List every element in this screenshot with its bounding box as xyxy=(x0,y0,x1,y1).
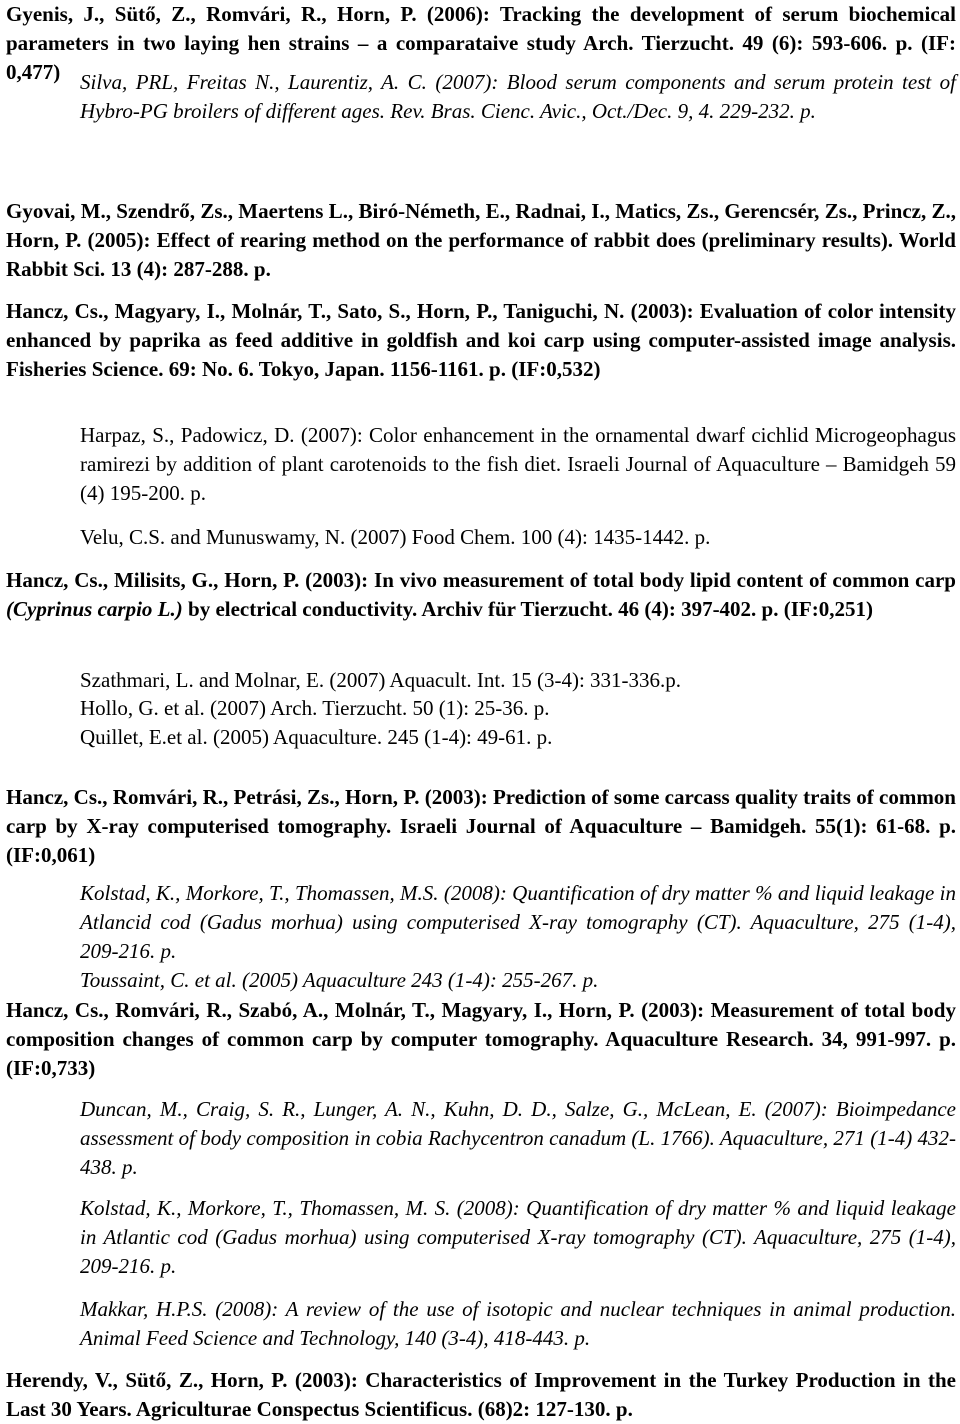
reference-text: Quillet, E.et al. (2005) Aquaculture. 245 (1-4): 49-61. p. xyxy=(80,725,553,749)
reference-text: Szathmari, L. and Molnar, E. (2007) Aquacult. Int. 15 (3-4): 331-336.p. xyxy=(80,668,682,692)
reference-text: Herendy, V., Sütő, Z., Horn, P. (2003): Characteristics of Improvement in the Turkey Production in the Last 30 Years. Agriculturae Conspectus Scientificus. (68)2: 127-130. p. xyxy=(6,1368,956,1421)
cited-by-entry xyxy=(80,68,956,126)
cited-by-entry xyxy=(80,1095,956,1182)
reference-entry xyxy=(6,297,956,384)
cited-by-entry xyxy=(80,694,956,723)
cited-by-entry xyxy=(80,1295,956,1353)
reference-entry xyxy=(6,197,956,284)
cited-by-entry xyxy=(80,879,956,966)
reference-entry xyxy=(6,783,956,870)
cited-by-entry xyxy=(80,523,956,552)
reference-text: Hollo, G. et al. (2007) Arch. Tierzucht. 50 (1): 25-36. p. xyxy=(80,696,550,720)
reference-text: Silva, PRL, Freitas N., Laurentiz, A. C. (2007): Blood serum components and serum protein test of Hybro-PG broilers of different ages. Rev. Bras. Cienc. Avic., Oct./Dec. 9, 4. 229-232. p. xyxy=(80,70,956,123)
reference-italic-text: (Cyprinus carpio L.) xyxy=(6,597,183,621)
reference-text: Duncan, M., Craig, S. R., Lunger, A. N., Kuhn, D. D., Salze, G., McLean, E. (2007): Bioimpedance assessment of body composition in cobia Rachycentron canadum (L. 1766). Aquaculture, 271 (1-4) 432-438. p. xyxy=(80,1097,956,1179)
reference-text: Harpaz, S., Padowicz, D. (2007): Color enhancement in the ornamental dwarf cichlid Microgeophagus ramirezi by addition of plant carotenoids to the fish diet. Israeli Journal of Aquaculture – Bamidgeh 59 (4) 195-200. p. xyxy=(80,423,956,505)
cited-by-entry xyxy=(80,1194,956,1281)
cited-by-entry xyxy=(80,723,956,752)
reference-text: Kolstad, K., Morkore, T., Thomassen, M. S. (2008): Quantification of dry matter % and liquid leakage in Atlantic cod (Gadus morhua) using computerised X-ray tomography (CT). Aquaculture, 275 (1-4), 209-216. p. xyxy=(80,1196,956,1278)
reference-text: Hancz, Cs., Magyary, I., Molnár, T., Sato, S., Horn, P., Taniguchi, N. (2003): Evaluation of color intensity enhanced by paprika as feed additive in goldfish and koi carp using computer-assisted image analysis. Fisheries Science. 69: No. 6. Tokyo, Japan. 1156-1161. p. (IF:0,532) xyxy=(6,299,956,381)
reference-entry xyxy=(6,566,956,624)
reference-text: Hancz, Cs., Milisits, G., Horn, P. (2003): In vivo measurement of total body lipid content of common carp xyxy=(6,568,956,592)
reference-text: Hancz, Cs., Romvári, R., Szabó, A., Molnár, T., Magyary, I., Horn, P. (2003): Measurement of total body composition changes of common carp by computer tomography. Aquaculture Research. 34, 991-997. p. (IF:0,733) xyxy=(6,998,956,1080)
reference-entry xyxy=(6,996,956,1083)
reference-text: Toussaint, C. et al. (2005) Aquaculture 243 (1-4): 255-267. p. xyxy=(80,968,599,992)
cited-by-entry xyxy=(80,421,956,508)
cited-by-entry xyxy=(80,966,956,995)
reference-text: Kolstad, K., Morkore, T., Thomassen, M.S. (2008): Quantification of dry matter % and liquid leakage in Atlancid cod (Gadus morhua) using computerised X-ray tomography (CT). Aquaculture, 275 (1-4), 209-216. p. xyxy=(80,881,956,963)
reference-text: Hancz, Cs., Romvári, R., Petrási, Zs., Horn, P. (2003): Prediction of some carcass quality traits of common carp by X-ray computerised tomography. Israeli Journal of Aquaculture – Bamidgeh. 55(1): 61-68. p. (IF:0,061) xyxy=(6,785,956,867)
reference-text: Makkar, H.P.S. (2008): A review of the use of isotopic and nuclear techniques in animal production. Animal Feed Science and Technology, 140 (3-4), 418-443. p. xyxy=(80,1297,956,1350)
cited-by-entry xyxy=(80,666,956,695)
reference-text: by electrical conductivity. Archiv für Tierzucht. 46 (4): 397-402. p. (IF:0,251) xyxy=(182,597,873,621)
reference-text: Gyovai, M., Szendrő, Zs., Maertens L., Biró-Németh, E., Radnai, I., Matics, Zs., Gerencsér, Zs., Princz, Z., Horn, P. (2005): Effect of rearing method on the performance of rabbit does (preliminary results). World Rabbit Sci. 13 (4): 287-288. p. xyxy=(6,199,956,281)
reference-text: Gyenis, J., Sütő, Z., Romvári, R., Horn, P. (2006): Tracking the development of serum biochemical parameters in two laying hen strains – a comparataive study Arch. Tierzucht. 49 (6): 593-606. p. (IF: 0,477) xyxy=(6,2,956,84)
reference-entry xyxy=(6,1366,956,1424)
reference-text: Velu, C.S. and Munuswamy, N. (2007) Food Chem. 100 (4): 1435-1442. p. xyxy=(80,525,711,549)
